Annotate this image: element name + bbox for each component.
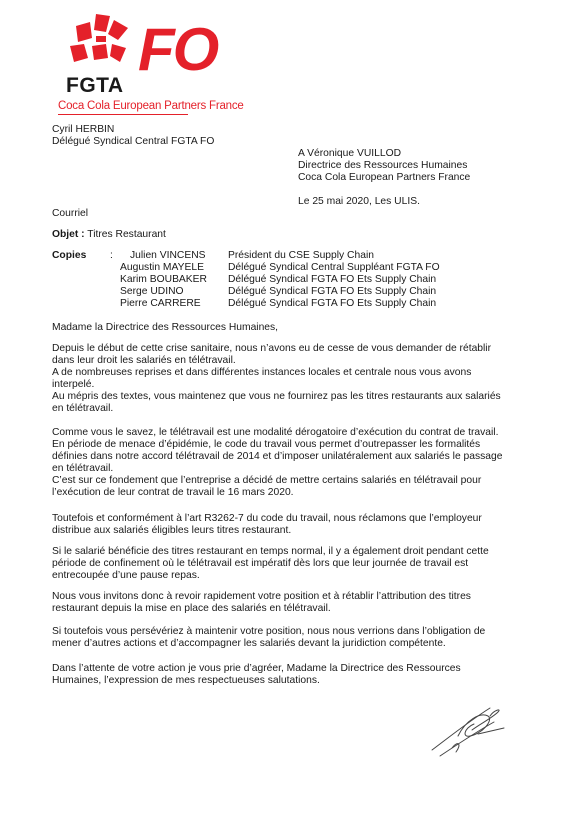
- paragraph-line: A de nombreuses reprises et dans différentes instances locales et centrale nous vous avons: [52, 367, 472, 378]
- logo-fgta-text: FGTA: [66, 74, 124, 97]
- paragraph-line: Toutefois et conformément à l’art R3262-7 du code du travail, nous réclamons que l’employeur: [52, 513, 482, 524]
- logo-fo-text: FO: [138, 16, 218, 83]
- signature-icon: [428, 700, 508, 760]
- salutation: Madame la Directrice des Ressources Humaines,: [52, 322, 279, 333]
- copy-name: Serge UDINO: [120, 286, 184, 297]
- paragraph-line: Dans l’attente de votre action je vous prie d’agréer, Madame la Directrice des Ressources: [52, 663, 461, 674]
- paragraph-line: Nous vous invitons donc à revoir rapidement votre position et à rétablir l’attribution des titres: [52, 591, 471, 602]
- copy-name: Pierre CARRERE: [120, 298, 201, 309]
- paragraph-line: C’est sur ce fondement que l’entreprise a décidé de mettre certains salariés en télétravail pour: [52, 475, 482, 486]
- sender-name: Cyril HERBIN: [52, 124, 115, 135]
- paragraph-line: période de confinement où le télétravail est impératif dès lors que leur journée de travail est: [52, 558, 469, 569]
- paragraph-2: [52, 427, 527, 499]
- copies-separator: :: [110, 250, 113, 261]
- paragraph-line: distribue aux salariés éligibles leurs titres restaurant.: [52, 525, 292, 536]
- paragraph-line: Si le salarié bénéficie des titres restaurant en temps normal, il y a également droit pendant cette: [52, 546, 489, 557]
- subject-label: Objet :: [52, 229, 85, 240]
- paragraph-line: en télétravail.: [52, 463, 114, 474]
- fgta-fo-star-icon: [66, 12, 136, 74]
- recipient-line-3: Coca Cola European Partners France: [298, 172, 471, 183]
- paragraph-line: en télétravail.: [52, 403, 114, 414]
- copy-name: Augustin MAYELE: [120, 262, 204, 273]
- paragraph-line: interpelé.: [52, 379, 95, 390]
- paragraph-line: Si toutefois vous persévériez à maintenir votre position, nous nous verrions dans l’obligation de: [52, 626, 486, 637]
- copy-role: Délégué Syndical FGTA FO Ets Supply Chain: [228, 298, 437, 309]
- copy-role: Délégué Syndical FGTA FO Ets Supply Chain: [228, 274, 437, 285]
- logo-underline: [58, 114, 188, 115]
- paragraph-line: Comme vous le savez, le télétravail est une modalité dérogatoire d’exécution du contrat de travail.: [52, 427, 499, 438]
- copy-role: Président du CSE Supply Chain: [228, 250, 374, 261]
- copy-role: Délégué Syndical FGTA FO Ets Supply Chain: [228, 286, 437, 297]
- fgta-fo-logo: [58, 8, 244, 118]
- copies-label: Copies: [52, 250, 87, 261]
- subject-value: Titres Restaurant: [87, 229, 166, 240]
- date-line: Le 25 mai 2020, Les ULIS.: [298, 196, 420, 207]
- paragraph-5: [52, 591, 527, 615]
- paragraph-line: Au mépris des textes, vous maintenez que vous ne fournirez pas les titres restaurants aux salariés: [52, 391, 501, 402]
- sender-title: Délégué Syndical Central FGTA FO: [52, 136, 215, 147]
- logo-company-text: Coca Cola European Partners France: [58, 100, 244, 112]
- paragraph-7: [52, 663, 527, 687]
- recipient-line-1: A Véronique VUILLOD: [298, 148, 402, 159]
- paragraph-line: dans leur droit les salariés en télétravail.: [52, 355, 236, 366]
- paragraph-line: En période de menace d’épidémie, le code du travail vous permet d’outrepasser les formalités: [52, 439, 481, 450]
- paragraph-line: mener d’autres actions et d’accompagner les salariés devant la juridiction compétente.: [52, 638, 446, 649]
- copy-role: Délégué Syndical Central Suppléant FGTA FO: [228, 262, 440, 273]
- copy-name: Karim BOUBAKER: [120, 274, 207, 285]
- copy-name: Julien VINCENS: [130, 250, 206, 261]
- recipient-line-2: Directrice des Ressources Humaines: [298, 160, 468, 171]
- courriel-label: Courriel: [52, 208, 89, 219]
- paragraph-1: [52, 343, 527, 415]
- paragraph-3: [52, 513, 527, 537]
- paragraph-line: l’exécution de leur contrat de travail le 16 mars 2020.: [52, 487, 294, 498]
- subject-line: [52, 229, 166, 241]
- paragraph-4: [52, 546, 527, 582]
- paragraph-line: entrecoupée d’une pause repas.: [52, 570, 200, 581]
- paragraph-line: Depuis le début de cette crise sanitaire, nous n’avons eu de cesse de vous demander de rétablir: [52, 343, 492, 354]
- paragraph-6: [52, 626, 527, 650]
- paragraph-line: restaurant depuis la mise en place des salariés en télétravail.: [52, 603, 331, 614]
- paragraph-line: Humaines, l’expression de mes respectueuses salutations.: [52, 675, 320, 686]
- paragraph-line: définies dans notre accord télétravail de 2014 et d’imposer unilatéralement aux salariés le passage: [52, 451, 503, 462]
